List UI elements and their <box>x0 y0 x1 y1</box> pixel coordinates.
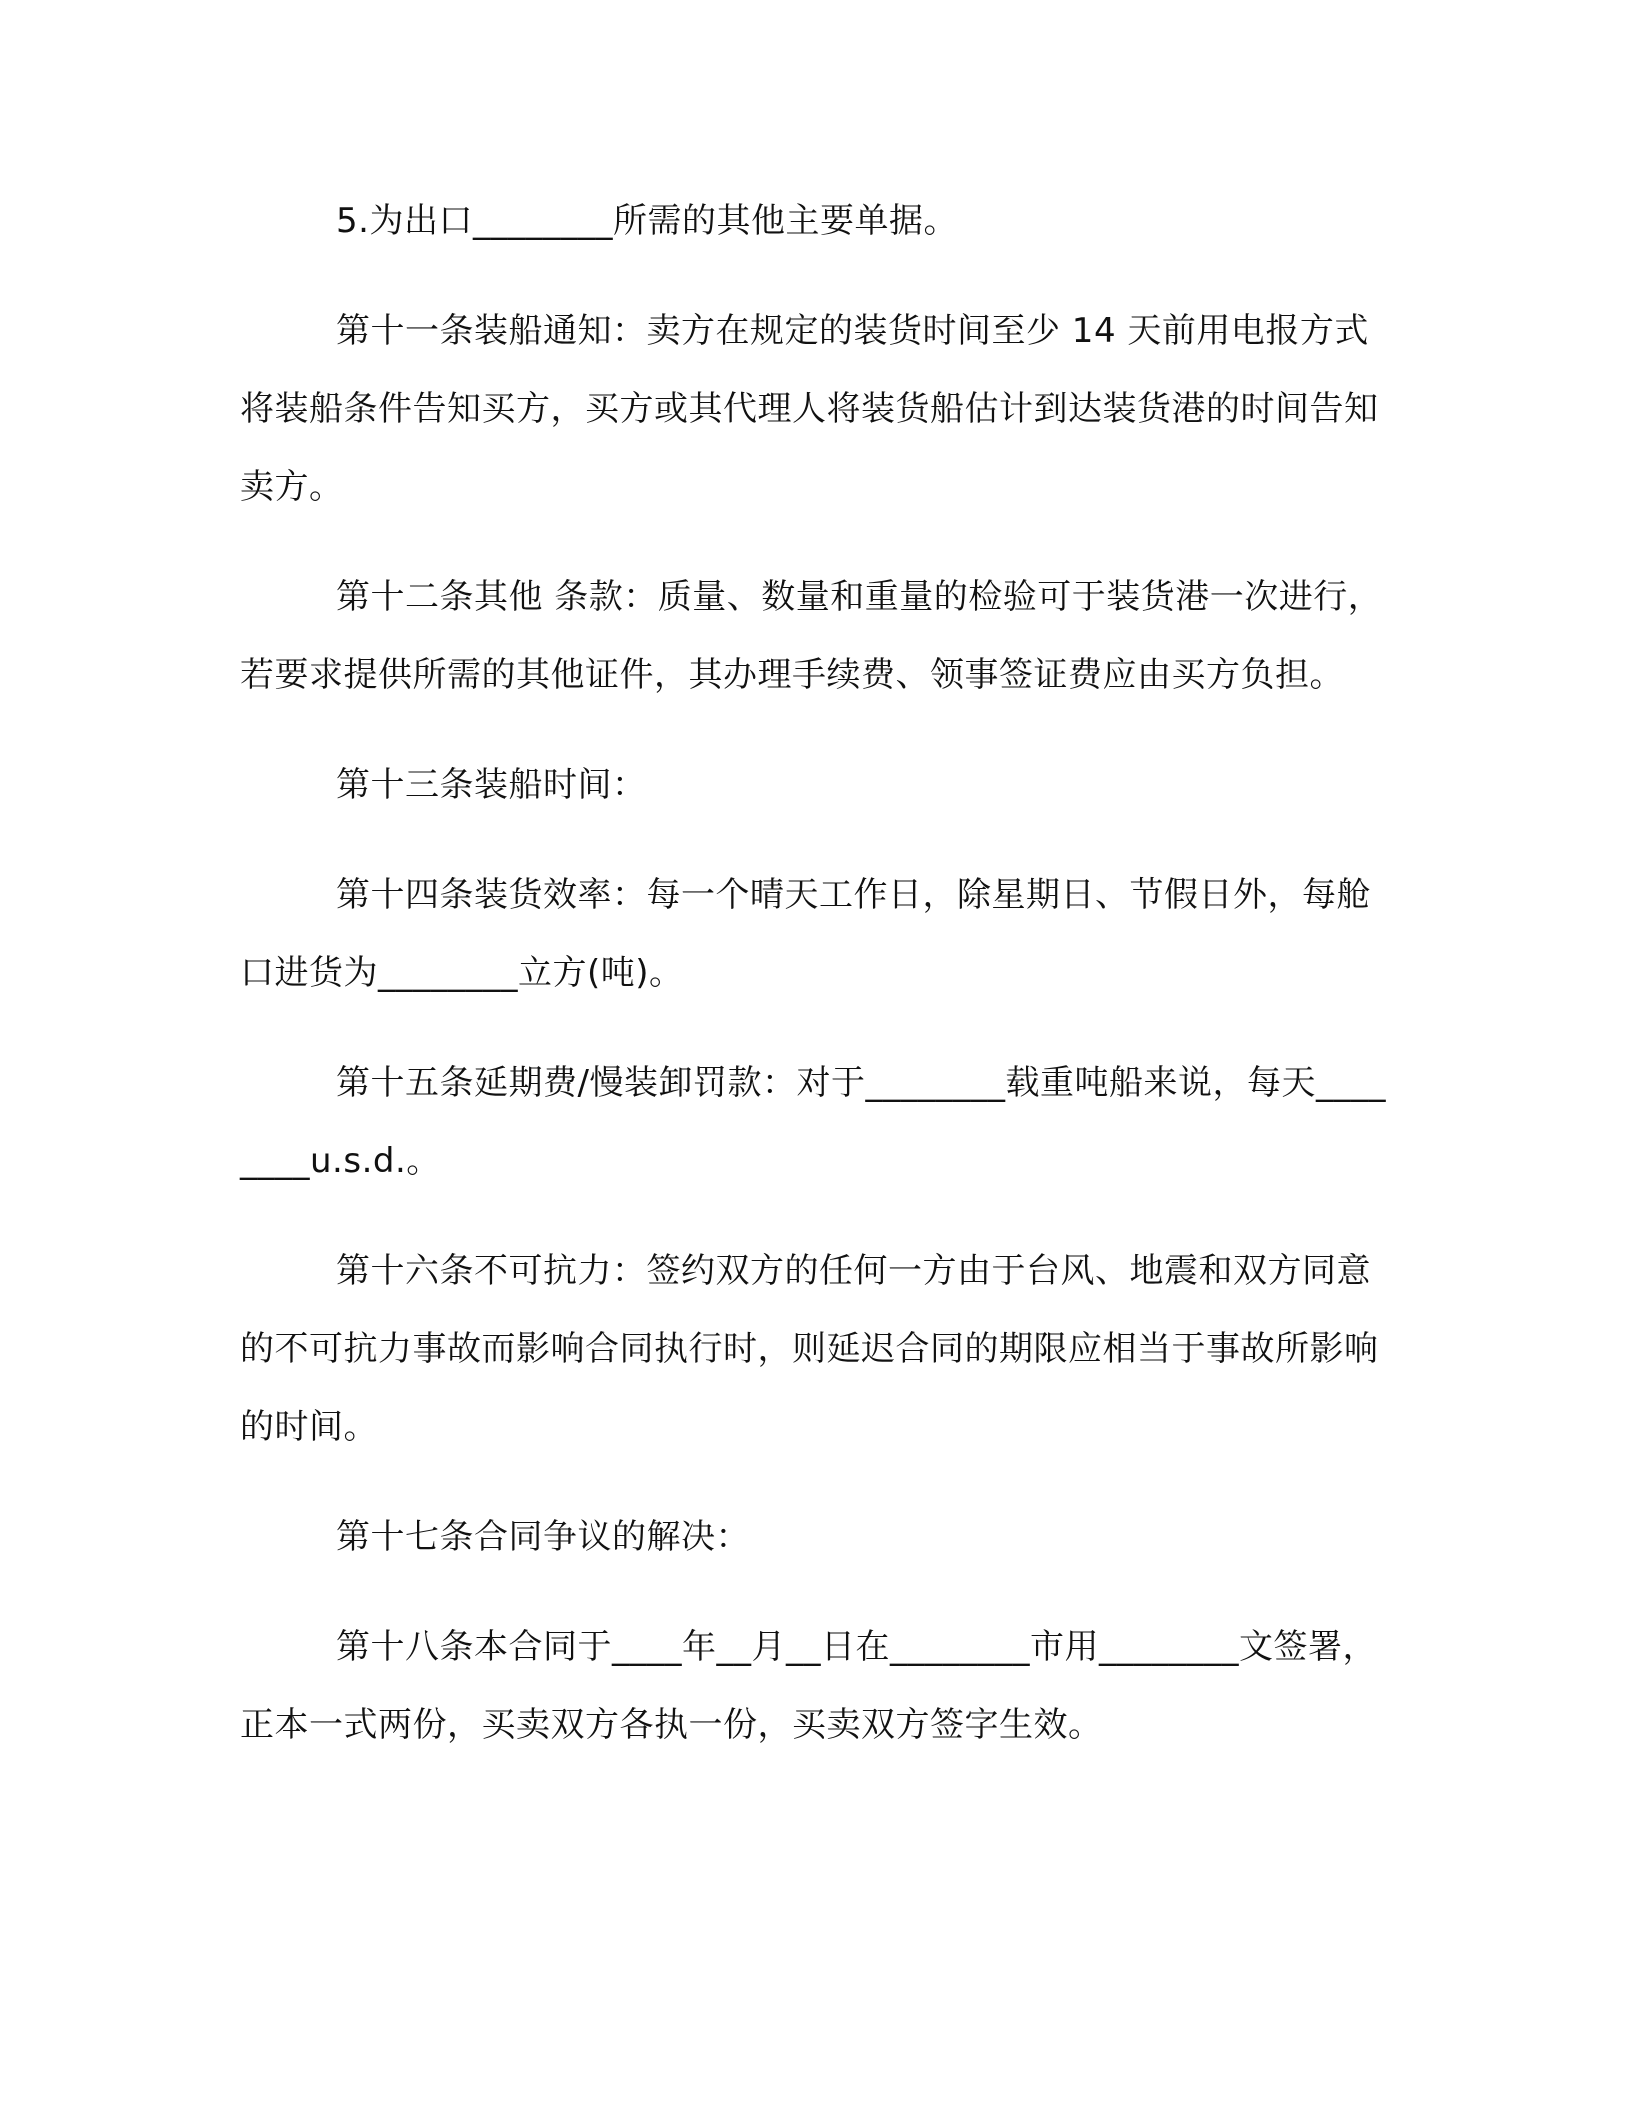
clause-14-loading-efficiency: 第十四条装货效率：每一个晴天工作日，除星期日、节假日外，每舱口进货为________立方(吨)。 <box>240 875 1371 993</box>
clause-12-other-terms: 第十二条其他 条款：质量、数量和重量的检验可于装货港一次进行，若要求提供所需的其他证件，其办理手续费、领事签证费应由买方负担。 <box>240 577 1383 695</box>
clause-5-documents: 5.为出口________所需的其他主要单据。 <box>336 201 958 241</box>
clause-16-force-majeure: 第十六条不可抗力：签约双方的任何一方由于台风、地震和双方同意的不可抗力事故而影响合同执行时，则延迟合同的期限应相当于事故所影响的时间。 <box>240 1251 1379 1447</box>
clause-13-shipping-time: 第十三条装船时间： <box>336 765 647 805</box>
clause-11-shipping-notice: 第十一条装船通知：卖方在规定的装货时间至少 14 天前用电报方式将装船条件告知买方，买方或其代理人将装货船估计到达装货港的时间告知卖方。 <box>240 311 1379 507</box>
clause-17-dispute-resolution: 第十七条合同争议的解决： <box>336 1517 750 1557</box>
clause-18-signing: 第十八条本合同于____年__月__日在________市用________文签署，正本一式两份，买卖双方各执一份，买卖双方签字生效。 <box>240 1627 1377 1745</box>
clause-15-demurrage: 第十五条延期费/慢装卸罚款：对于________载重吨船来说，每天________u.s.d.。 <box>240 1063 1386 1181</box>
document-body <box>240 182 1386 1764</box>
